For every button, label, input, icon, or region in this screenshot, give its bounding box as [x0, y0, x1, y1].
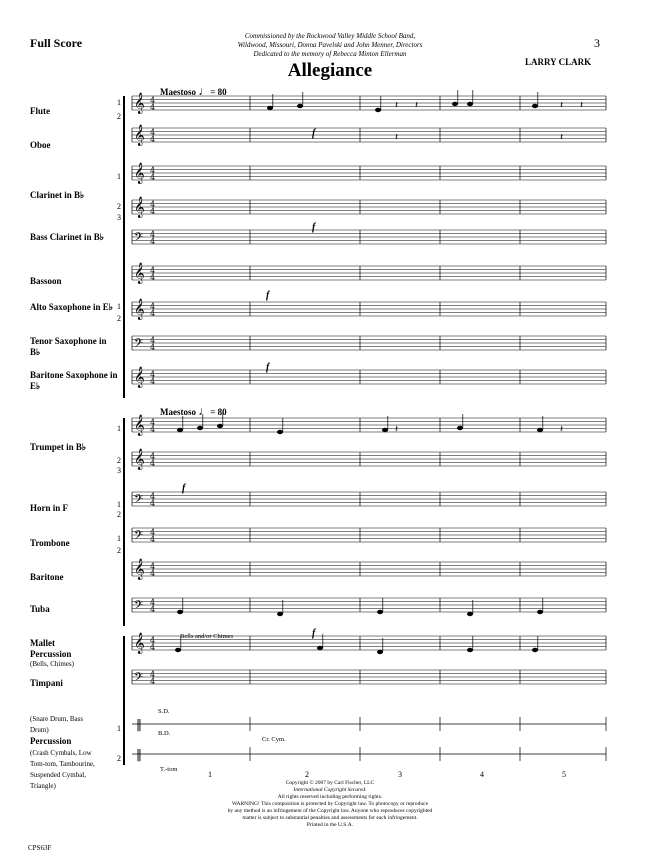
- copyright-notice: [180, 780, 480, 829]
- treble-clef-icon: 𝄞: [134, 93, 145, 114]
- time-signature: 4: [150, 528, 156, 537]
- notehead: [382, 428, 388, 432]
- bass-clef-icon: 𝄢: [134, 529, 144, 545]
- treble-clef-icon: 𝄞: [134, 125, 145, 146]
- time-signature: 4: [150, 569, 156, 578]
- measure-number: 3: [398, 770, 402, 779]
- part-number: 3: [117, 213, 121, 222]
- quarter-rest-icon: 𝄽: [580, 100, 584, 111]
- time-signature: 4: [150, 336, 156, 345]
- tempo-marking-top: Maestoso ♩= 80: [160, 84, 227, 98]
- dynamic-mark: f: [182, 483, 186, 494]
- time-signature: 4: [150, 266, 156, 275]
- composer-name: LARRY CLARK: [525, 57, 592, 67]
- notehead: [532, 648, 538, 652]
- time-signature: 4: [150, 103, 156, 112]
- time-signature: 4: [150, 273, 156, 282]
- dynamic-mark: f: [312, 628, 316, 639]
- instrument-bassoon: Bassoon: [30, 276, 62, 286]
- time-signature: 4: [150, 207, 156, 216]
- instrument-mallet-subtitle: (Bells, Chimes): [30, 660, 74, 668]
- time-signature: 4: [150, 173, 156, 182]
- piece-title: Allegiance: [287, 60, 373, 81]
- notehead: [532, 104, 538, 108]
- time-signature: 4: [150, 370, 156, 379]
- quarter-rest-icon: 𝄽: [560, 100, 564, 111]
- copyright-line: by any method is an infringement of the Copyright law. Anyone who reproduces copyrighted: [227, 808, 433, 814]
- instrument-percussion-subtitle: (Crash Cymbals, Low Tom-tom, Tambourine, Suspended Cymbal, Triangle): [30, 749, 95, 790]
- notehead: [277, 430, 283, 434]
- treble-clef-icon: 𝄞: [134, 367, 145, 388]
- notehead: [375, 108, 381, 112]
- quarter-rest-icon: 𝄽: [560, 132, 564, 143]
- measure-number: 4: [480, 770, 484, 779]
- part-number: 2: [117, 456, 121, 465]
- instrument-flute: Flute: [30, 106, 50, 116]
- part-number: 2: [117, 510, 121, 519]
- time-signature: 4: [150, 200, 156, 209]
- crash-cymbal-cue: Cr. Cym.: [262, 736, 286, 743]
- part-number: 2: [117, 546, 121, 555]
- bass-clef-icon: 𝄢: [134, 337, 144, 353]
- notehead: [177, 428, 183, 432]
- bass-drum-cue: B.D.: [158, 730, 171, 737]
- treble-clef-icon: 𝄞: [134, 299, 145, 320]
- part-number: 1: [117, 424, 121, 433]
- notehead: [177, 610, 183, 614]
- score-label: Full Score: [30, 36, 83, 50]
- notehead: [537, 428, 543, 432]
- notehead: [377, 610, 383, 614]
- notehead: [452, 102, 458, 106]
- time-signature: 4: [150, 237, 156, 246]
- part-number: 2: [117, 754, 121, 763]
- treble-clef-icon: 𝄞: [134, 415, 145, 436]
- instrument-percussion-pre: (Snare Drum, Bass Drum): [30, 715, 84, 734]
- part-number: 2: [117, 112, 121, 121]
- page-number: 3: [594, 36, 600, 50]
- part-number: 1: [117, 724, 121, 733]
- snare-drum-cue: S.D.: [158, 708, 170, 715]
- instrument-tuba: Tuba: [30, 604, 50, 614]
- copyright-line: Printed in the U.S.A.: [306, 822, 354, 828]
- commission-line: Dedicated to the memory of Rebecca Minton Ellerman: [253, 50, 407, 58]
- time-signature: 4: [150, 459, 156, 468]
- notehead: [297, 104, 303, 108]
- copyright-line: International Copyright Secured.: [293, 787, 367, 793]
- instrument-horn: Horn in F: [30, 503, 69, 513]
- time-signature: 4: [150, 562, 156, 571]
- treble-clef-icon: 𝄞: [134, 449, 145, 470]
- treble-clef-icon: 𝄞: [134, 633, 145, 654]
- instrument-timpani: Timpani: [30, 678, 63, 688]
- dynamic-mark: f: [312, 222, 316, 233]
- instrument-mallet-percussion: Mallet Percussion: [30, 638, 72, 659]
- instrument-baritone: Baritone: [30, 572, 64, 582]
- part-number: 1: [117, 500, 121, 509]
- treble-clef-icon: 𝄞: [134, 559, 145, 580]
- instrument-oboe: Oboe: [30, 140, 51, 150]
- time-signature: 4: [150, 492, 156, 501]
- quarter-rest-icon: 𝄽: [560, 424, 564, 435]
- treble-clef-icon: 𝄞: [134, 163, 145, 184]
- measure-number: 5: [562, 770, 566, 779]
- part-number: 3: [117, 466, 121, 475]
- instrument-clarinet: Clarinet in B♭: [30, 190, 85, 200]
- time-signature: 4: [150, 535, 156, 544]
- notehead: [267, 106, 273, 110]
- treble-clef-icon: 𝄞: [134, 263, 145, 284]
- copyright-line: Copyright © 2007 by Carl Fischer, LLC: [285, 780, 375, 786]
- tempo-marking-brass: Maestoso ♩= 80: [160, 404, 227, 418]
- time-signature: 4: [150, 452, 156, 461]
- time-signature: 4: [150, 643, 156, 652]
- measure-number: 2: [305, 770, 309, 779]
- time-signature: 4: [150, 309, 156, 318]
- measure-number: 1: [208, 770, 212, 779]
- bass-clef-icon: 𝄢: [134, 493, 144, 509]
- bells-cue: Bells and/or Chimes: [180, 633, 234, 640]
- part-number: 2: [117, 202, 121, 211]
- time-signature: 4: [150, 677, 156, 686]
- notehead: [537, 610, 543, 614]
- copyright-line: matter is subject to substantial penalties and assessments for each infringement.: [242, 815, 418, 821]
- instrument-trumpet: Trumpet in B♭: [30, 442, 87, 452]
- time-signature: 4: [150, 598, 156, 607]
- bass-clef-icon: 𝄢: [134, 671, 144, 687]
- instrument-percussion: Percussion: [30, 736, 72, 746]
- percussion-clef-icon: ‖: [136, 747, 142, 761]
- time-signature: 4: [150, 96, 156, 105]
- quarter-rest-icon: 𝄽: [395, 132, 399, 143]
- part-number: 2: [117, 314, 121, 323]
- dynamic-mark: f: [266, 290, 270, 301]
- notehead: [217, 424, 223, 428]
- time-signature: 4: [150, 128, 156, 137]
- commission-line: Wildwood, Missouri, Donna Pavelski and John Menner, Directors: [237, 41, 423, 49]
- notehead: [467, 648, 473, 652]
- time-signature: 4: [150, 302, 156, 311]
- dynamic-mark: f: [312, 128, 316, 139]
- time-signature: 4: [150, 499, 156, 508]
- time-signature: 4: [150, 418, 156, 427]
- instrument-alto-sax: Alto Saxophone in E♭: [30, 302, 114, 312]
- time-signature: 4: [150, 605, 156, 614]
- notehead: [377, 650, 383, 654]
- time-signature: 4: [150, 636, 156, 645]
- time-signature: 4: [150, 343, 156, 352]
- notehead: [467, 612, 473, 616]
- catalog-code: CPS63F: [28, 844, 52, 852]
- commission-line: Commissioned by the Rockwood Valley Middle School Band,: [244, 32, 416, 40]
- instrument-tenor-sax: Tenor Saxophone in B♭: [30, 336, 107, 357]
- part-number: 1: [117, 534, 121, 543]
- time-signature: 4: [150, 230, 156, 239]
- notehead: [197, 426, 203, 430]
- quarter-rest-icon: 𝄽: [395, 424, 399, 435]
- notehead: [317, 646, 323, 650]
- time-signature: 4: [150, 377, 156, 386]
- percussion-clef-icon: ‖: [136, 717, 142, 731]
- instrument-trombone: Trombone: [30, 538, 70, 548]
- part-number: 1: [117, 302, 121, 311]
- bass-clef-icon: 𝄢: [134, 599, 144, 615]
- copyright-line: WARNING! This composition is protected by Copyright law. To photocopy or reproduce: [231, 801, 429, 807]
- quarter-rest-icon: 𝄽: [415, 100, 419, 111]
- copyright-line: All rights reserved including performing rights.: [277, 794, 383, 800]
- time-signature: 4: [150, 425, 156, 434]
- notehead: [277, 612, 283, 616]
- part-number: 1: [117, 98, 121, 107]
- time-signature: 4: [150, 166, 156, 175]
- notehead: [175, 648, 181, 652]
- tom-tom-cue: T.-tom: [160, 766, 178, 773]
- time-signature: 4: [150, 670, 156, 679]
- notehead: [467, 102, 473, 106]
- dynamic-mark: f: [266, 362, 270, 373]
- instrument-bass-clarinet: Bass Clarinet in B♭: [30, 232, 105, 242]
- notehead: [457, 426, 463, 430]
- quarter-rest-icon: 𝄽: [395, 100, 399, 111]
- bass-clef-icon: 𝄢: [134, 231, 144, 247]
- instrument-baritone-sax: Baritone Saxophone in E♭: [30, 370, 118, 391]
- time-signature: 4: [150, 135, 156, 144]
- treble-clef-icon: 𝄞: [134, 197, 145, 218]
- part-number: 1: [117, 172, 121, 181]
